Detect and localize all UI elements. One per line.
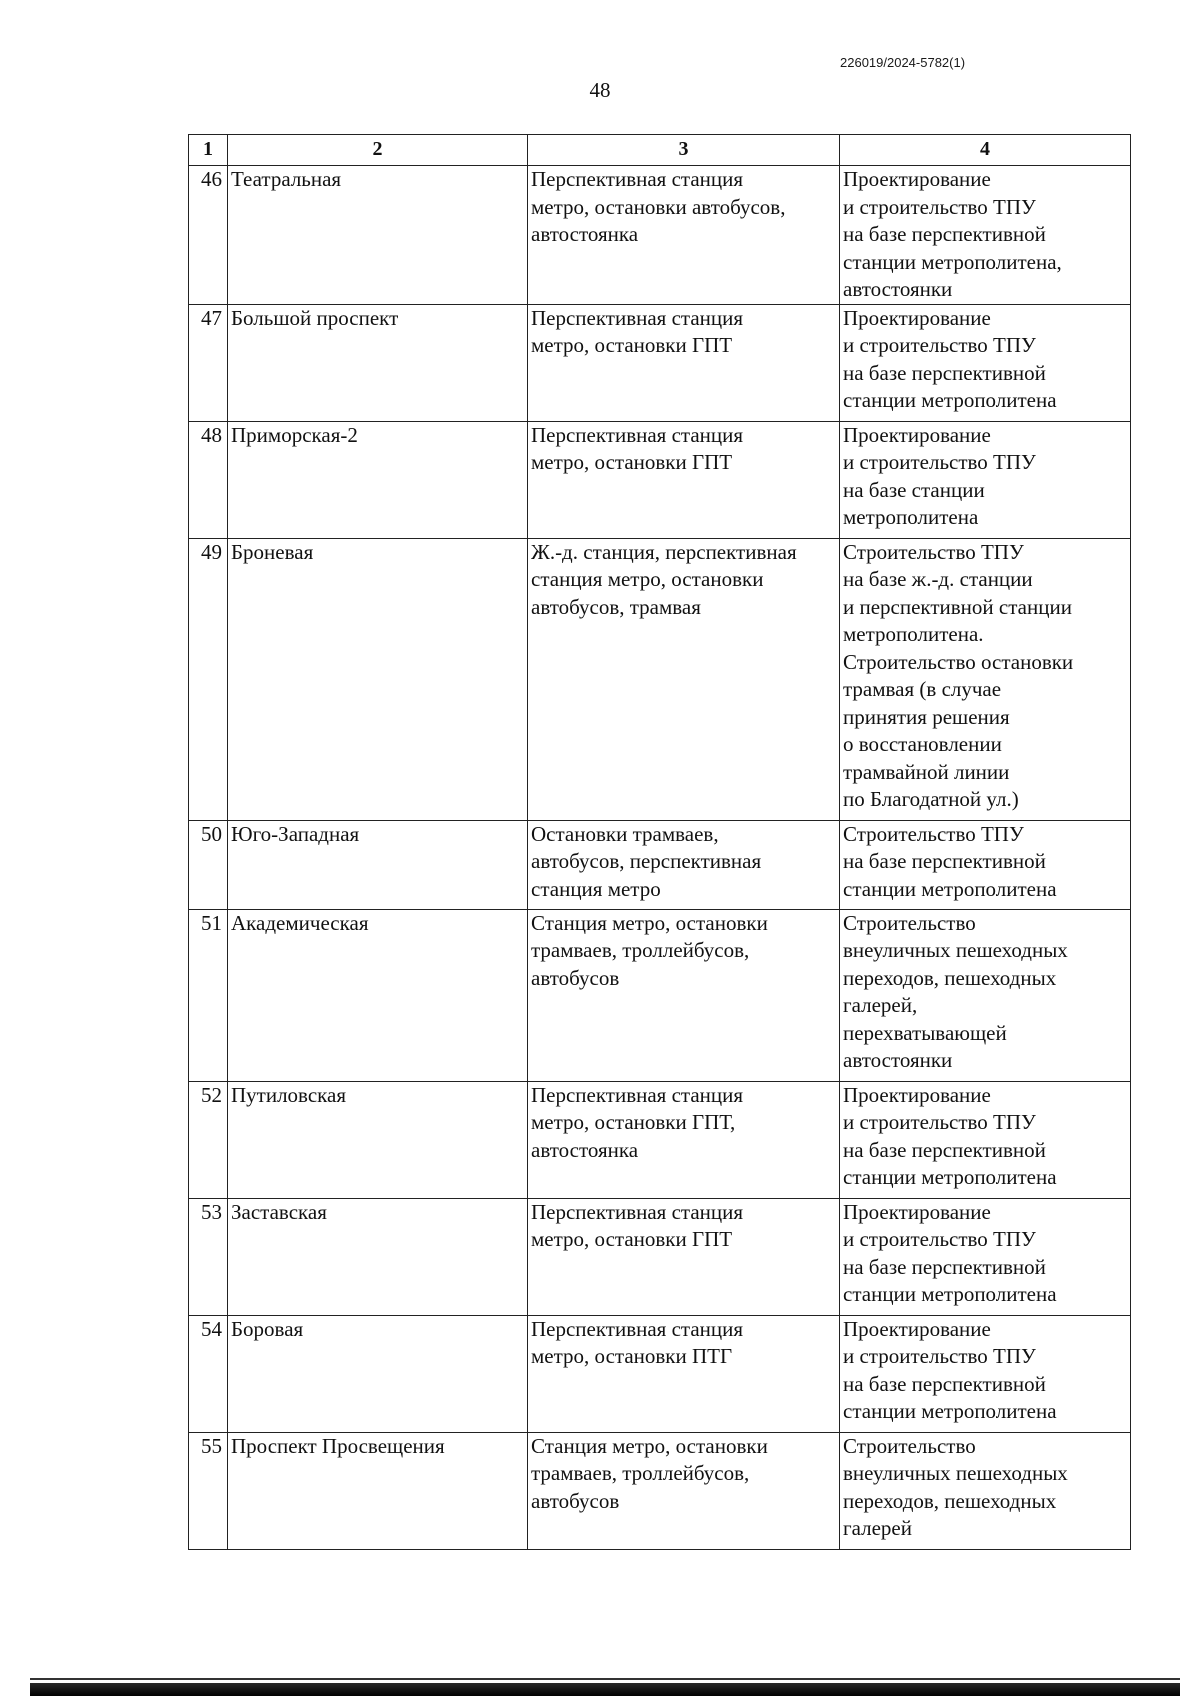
table-row (189, 1198, 1131, 1315)
row-number: 51 (189, 909, 228, 1081)
row-number: 53 (189, 1198, 228, 1315)
hub-measures: Строительство внеуличных пешеходных переходов, пешеходных галерей (840, 1432, 1131, 1549)
document-id: 226019/2024-5782(1) (840, 55, 966, 70)
table-header-row (189, 135, 1131, 166)
table-row (189, 1432, 1131, 1549)
hub-name: Приморская-2 (228, 421, 528, 538)
hub-measures: Проектирование и строительство ТПУ на базе перспективной станции метрополитена, автостоянки (840, 166, 1131, 305)
hub-name: Академическая (228, 909, 528, 1081)
hub-transport: Станция метро, остановки трамваев, троллейбусов, автобусов (528, 1432, 840, 1549)
hub-measures: Строительство ТПУ на базе перспективной станции метрополитена (840, 820, 1131, 909)
hub-transport: Перспективная станция метро, остановки ПТГ (528, 1315, 840, 1432)
row-number: 49 (189, 538, 228, 820)
hub-transport: Перспективная станция метро, остановки ГПТ (528, 1198, 840, 1315)
hub-measures: Проектирование и строительство ТПУ на базе перспективной станции метрополитена (840, 1315, 1131, 1432)
hub-transport: Перспективная станция метро, остановки ГПТ, автостоянка (528, 1081, 840, 1198)
table-row (189, 1081, 1131, 1198)
table-row (189, 304, 1131, 421)
hub-name: Боровая (228, 1315, 528, 1432)
hub-transport: Перспективная станция метро, остановки ГПТ (528, 421, 840, 538)
row-number: 50 (189, 820, 228, 909)
column-header-1: 1 (189, 135, 228, 166)
table-row (189, 421, 1131, 538)
hub-name: Путиловская (228, 1081, 528, 1198)
hub-name: Броневая (228, 538, 528, 820)
table-row (189, 820, 1131, 909)
hub-transport: Перспективная станция метро, остановки автобусов, автостоянка (528, 166, 840, 305)
column-header-2: 2 (228, 135, 528, 166)
scan-edge-line (30, 1678, 1180, 1680)
table-row (189, 538, 1131, 820)
row-number: 54 (189, 1315, 228, 1432)
hub-name: Большой проспект (228, 304, 528, 421)
column-header-4: 4 (840, 135, 1131, 166)
hub-transport: Ж.-д. станция, перспективная станция метро, остановки автобусов, трамвая (528, 538, 840, 820)
hub-measures: Проектирование и строительство ТПУ на базе перспективной станции метрополитена (840, 1198, 1131, 1315)
hub-measures: Проектирование и строительство ТПУ на базе станции метрополитена (840, 421, 1131, 538)
table-row (189, 1315, 1131, 1432)
transport-hubs-table (188, 134, 1131, 1550)
row-number: 46 (189, 166, 228, 305)
page-number: 48 (589, 78, 611, 102)
table-row (189, 166, 1131, 305)
hub-measures: Строительство ТПУ на базе ж.-д. станции и перспективной станции метрополитена. Строительство остановки трамвая (в случае принятия решения о восстановлении трамвайной линии по Благодатной ул.) (840, 538, 1131, 820)
hub-transport: Станция метро, остановки трамваев, троллейбусов, автобусов (528, 909, 840, 1081)
row-number: 52 (189, 1081, 228, 1198)
row-number: 47 (189, 304, 228, 421)
hub-name: Юго-Западная (228, 820, 528, 909)
hub-measures: Строительство внеуличных пешеходных переходов, пешеходных галерей, перехватывающей автостоянки (840, 909, 1131, 1081)
hub-measures: Проектирование и строительство ТПУ на базе перспективной станции метрополитена (840, 1081, 1131, 1198)
hub-measures: Проектирование и строительство ТПУ на базе перспективной станции метрополитена (840, 304, 1131, 421)
table-row (189, 909, 1131, 1081)
column-header-3: 3 (528, 135, 840, 166)
row-number: 48 (189, 421, 228, 538)
hub-name: Театральная (228, 166, 528, 305)
hub-name: Проспект Просвещения (228, 1432, 528, 1549)
hub-name: Заставская (228, 1198, 528, 1315)
hub-transport: Остановки трамваев, автобусов, перспективная станция метро (528, 820, 840, 909)
scan-edge-bar (30, 1683, 1180, 1696)
row-number: 55 (189, 1432, 228, 1549)
hub-transport: Перспективная станция метро, остановки ГПТ (528, 304, 840, 421)
